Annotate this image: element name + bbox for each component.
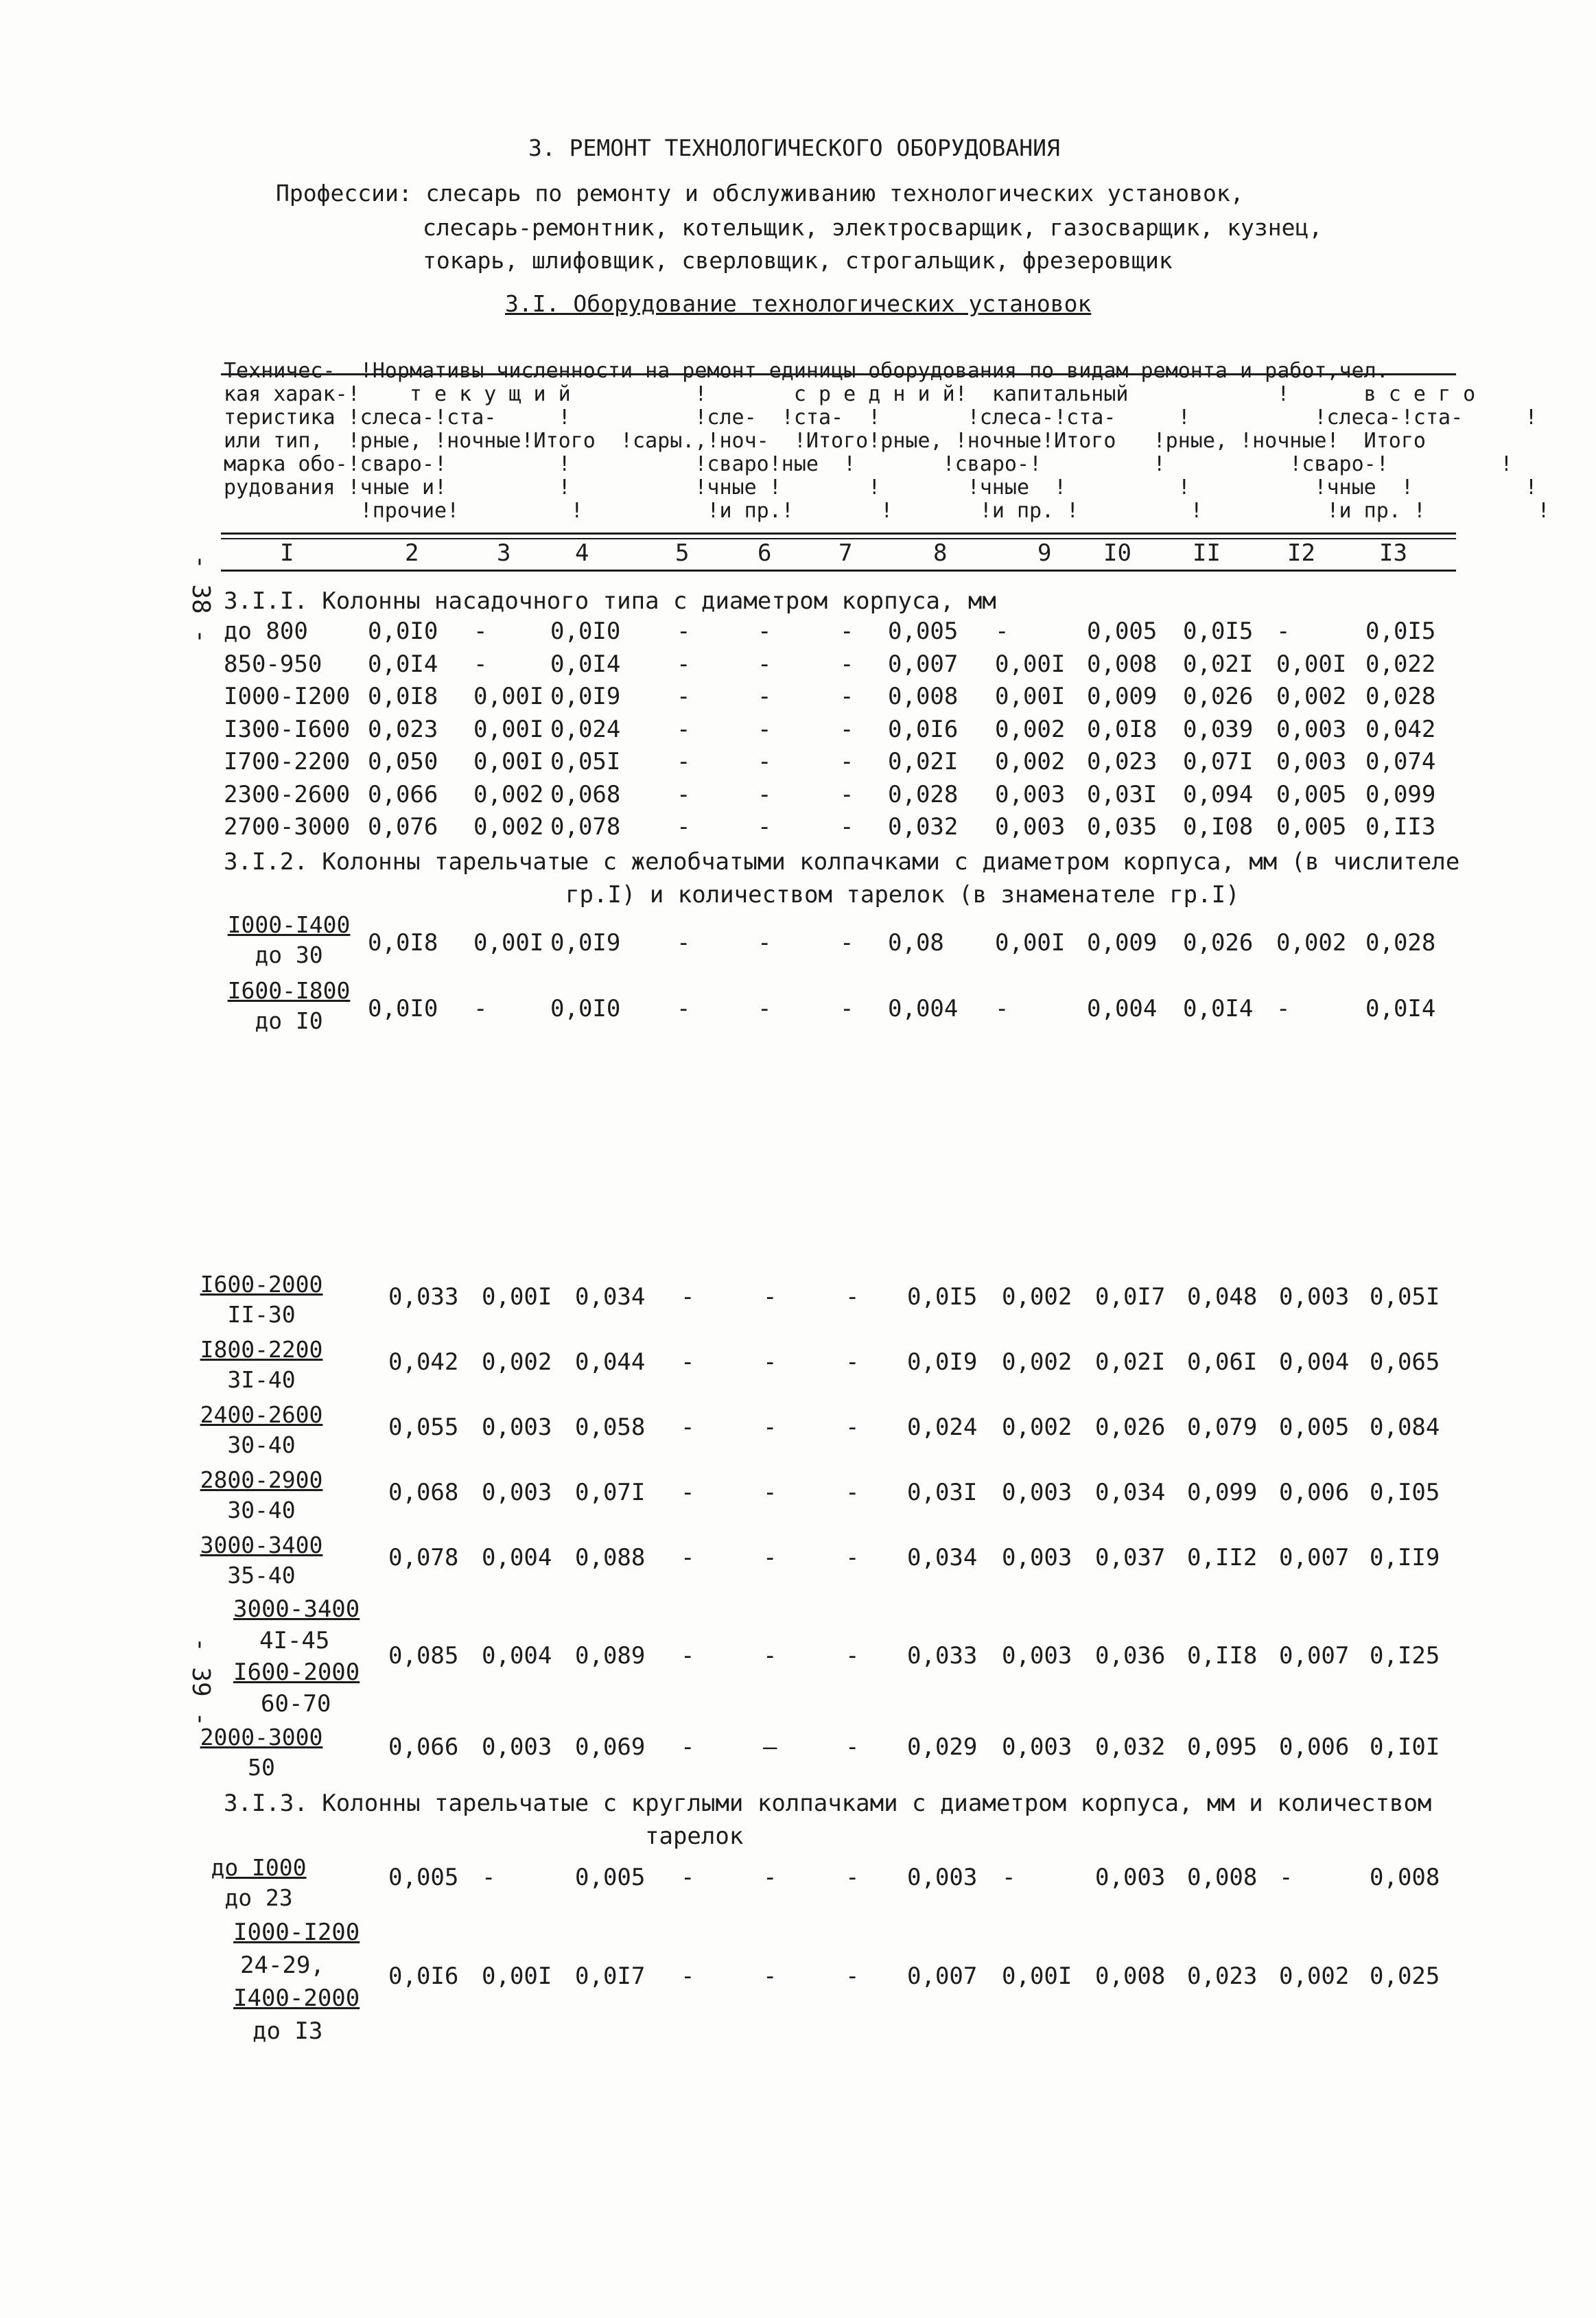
row-label: 2700-3000 bbox=[224, 813, 351, 841]
fraction-denominator: до 30 bbox=[255, 941, 323, 968]
table-cell: 0,044 bbox=[575, 1348, 646, 1376]
table-cell: - bbox=[845, 1544, 860, 1571]
row-label: I000-I200 bbox=[224, 683, 351, 710]
table-cell: 0,002 bbox=[1276, 929, 1347, 957]
table-cell: 0,094 bbox=[1183, 780, 1254, 808]
row-label-fraction bbox=[196, 1722, 327, 1783]
table-cell: - bbox=[758, 715, 772, 743]
table-cell: 0,0I6 bbox=[888, 715, 959, 743]
row-label-den-2: до I3 bbox=[253, 2017, 323, 2045]
table-cell: 0,003 bbox=[1276, 715, 1347, 743]
fraction-numerator: 2000-3000 bbox=[200, 1724, 323, 1751]
table-cell: 0,II2 bbox=[1187, 1544, 1258, 1571]
fraction-denominator: 50 bbox=[248, 1754, 275, 1781]
table-cell: 0,003 bbox=[1002, 1479, 1072, 1506]
table-cell: - bbox=[758, 995, 772, 1022]
table-cell: 0,050 bbox=[368, 748, 438, 775]
table-cell: 0,048 bbox=[1187, 1283, 1258, 1311]
table-cell: 0,078 bbox=[388, 1544, 459, 1571]
table-cell: 0,00I bbox=[482, 1963, 552, 1990]
table-cell: 0,025 bbox=[1370, 1963, 1440, 1990]
header-row-1: Техничес- !Нормативы численности на ремонт единицы оборудования по видам ремонта и работ,чел. bbox=[224, 359, 1389, 383]
table-cell: 0,089 bbox=[575, 1642, 646, 1670]
table-cell: 0,034 bbox=[575, 1283, 646, 1311]
table-cell: 0,003 bbox=[1002, 1544, 1072, 1571]
row-label-fraction bbox=[224, 910, 354, 970]
table-cell: - bbox=[763, 1348, 777, 1376]
header-row-2: кая харак-! т е к у щ и й ! с р е д н и й! капитальный ! в с е г о bbox=[224, 382, 1476, 406]
table-cell: - bbox=[681, 1963, 695, 1990]
table-cell: - bbox=[681, 1414, 695, 1441]
table-cell: - bbox=[482, 1864, 496, 1891]
table-cell: - bbox=[677, 715, 691, 743]
table-cell: 0,023 bbox=[368, 715, 438, 743]
table-cell: 0,00I bbox=[473, 715, 544, 743]
table-cell: - bbox=[681, 1283, 695, 1311]
table-cell: 0,00I bbox=[995, 683, 1066, 710]
table-cell: 0,066 bbox=[368, 780, 438, 808]
table-cell: 0,00I bbox=[482, 1283, 552, 1311]
table-cell: 0,026 bbox=[1183, 929, 1254, 957]
table-cell: - bbox=[677, 929, 691, 957]
table-cell: - bbox=[845, 1479, 860, 1506]
section-3-1-1-title: 3.I.I. Колонны насадочного типа с диаметром корпуса, мм bbox=[224, 587, 996, 615]
table-cell: 0,055 bbox=[388, 1414, 459, 1441]
table-cell: - bbox=[473, 995, 488, 1022]
table-cell: 0,037 bbox=[1095, 1544, 1166, 1571]
table-cell: 0,00I bbox=[1002, 1963, 1072, 1990]
table-cell: 0,00I bbox=[473, 929, 544, 957]
table-cell: 0,003 bbox=[995, 780, 1066, 808]
header-row-5: марка обо-!сваро-! ! !сваро!ные ! !сваро-! ! !сваро-! ! bbox=[224, 452, 1513, 476]
table-cell: 0,028 bbox=[1365, 929, 1436, 957]
table-cell: 0,0I9 bbox=[550, 929, 621, 957]
fraction-numerator: I800-2200 bbox=[200, 1336, 323, 1363]
table-cell: 0,002 bbox=[995, 748, 1066, 775]
table-cell: 0,002 bbox=[1002, 1283, 1072, 1311]
table-cell: - bbox=[677, 683, 691, 710]
table-cell: - bbox=[845, 1642, 860, 1670]
table-cell: - bbox=[763, 1479, 777, 1506]
table-cell: 0,0I7 bbox=[575, 1963, 646, 1990]
row-label: 850-950 bbox=[224, 650, 322, 678]
column-number: 5 bbox=[675, 539, 690, 567]
header-mid-rule bbox=[221, 532, 1456, 535]
table-cell: 0,095 bbox=[1187, 1733, 1258, 1761]
table-cell: - bbox=[681, 1733, 695, 1761]
table-cell: - bbox=[995, 995, 1009, 1022]
table-cell: 0,02I bbox=[888, 748, 959, 775]
table-cell: 0,0I5 bbox=[907, 1283, 978, 1311]
row-label-fraction bbox=[196, 1400, 327, 1460]
table-cell: 0,06I bbox=[1187, 1348, 1258, 1376]
column-number: 2 bbox=[405, 539, 419, 567]
table-cell: 0,009 bbox=[1087, 929, 1158, 957]
table-cell: 0,003 bbox=[907, 1864, 978, 1891]
table-cell: 0,074 bbox=[1365, 748, 1436, 775]
row-label-den-2: 60-70 bbox=[261, 1690, 331, 1718]
row-label-num-2: I600-2000 bbox=[233, 1659, 360, 1686]
table-cell: - bbox=[763, 1544, 777, 1571]
table-cell: 0,002 bbox=[473, 780, 544, 808]
header-row-6: рудования !чные и! ! !чные ! ! !чные ! ! !чные ! ! bbox=[224, 476, 1538, 500]
table-cell: 0,002 bbox=[1002, 1414, 1072, 1441]
table-cell: 0,023 bbox=[1087, 748, 1158, 775]
table-cell: 0,005 bbox=[1087, 618, 1158, 645]
table-cell: - bbox=[681, 1348, 695, 1376]
fraction-denominator: 30-40 bbox=[227, 1431, 296, 1458]
table-cell: 0,0I9 bbox=[550, 683, 621, 710]
table-cell: - bbox=[473, 618, 488, 645]
section-3-1-2-title-line-2: гр.I) и количеством тарелок (в знаменателе гр.I) bbox=[565, 881, 1240, 909]
table-cell: 0,0I0 bbox=[368, 618, 438, 645]
section-3-1-2-title-line-1: 3.I.2. Колонны тарельчатые с желобчатыми колпачками с диаметром корпуса, мм (в числителе bbox=[224, 848, 1460, 876]
table-cell: 0,079 bbox=[1187, 1414, 1258, 1441]
table-cell: - bbox=[681, 1479, 695, 1506]
table-cell: 0,007 bbox=[907, 1963, 978, 1990]
table-cell: - bbox=[758, 618, 772, 645]
section-title: 3.I. Оборудование технологических установок bbox=[505, 290, 1092, 317]
table-cell: 0,005 bbox=[888, 618, 959, 645]
table-cell: 0,00I bbox=[995, 929, 1066, 957]
table-cell: 0,099 bbox=[1365, 780, 1436, 808]
table-cell: 0,00I bbox=[995, 650, 1066, 678]
section-3-1-3-title-line-1: 3.I.3. Колонны тарельчатые с круглыми колпачками с диаметром корпуса, мм и количеством bbox=[224, 1790, 1432, 1817]
table-cell: - bbox=[840, 683, 854, 710]
table-cell: 0,0I5 bbox=[1365, 618, 1436, 645]
table-cell: 0,02I bbox=[1183, 650, 1254, 678]
table-cell: 0,023 bbox=[1187, 1963, 1258, 1990]
table-cell: 0,068 bbox=[550, 780, 621, 808]
professions-line-1: Профессии: слесарь по ремонту и обслуживанию технологических установок, bbox=[276, 180, 1244, 207]
table-cell: - bbox=[845, 1864, 860, 1891]
table-cell: - bbox=[840, 650, 854, 678]
table-cell: 0,005 bbox=[575, 1864, 646, 1891]
professions-line-2: слесарь-ремонтник, котельщик, электросварщик, газосварщик, кузнец, bbox=[423, 214, 1323, 241]
column-number: II bbox=[1193, 539, 1221, 567]
table-cell: 0,002 bbox=[1279, 1963, 1350, 1990]
column-number: 9 bbox=[1037, 539, 1052, 567]
table-cell: 0,007 bbox=[1279, 1544, 1350, 1571]
table-cell: 0,I0I bbox=[1370, 1733, 1440, 1761]
table-cell: 0,003 bbox=[1002, 1642, 1072, 1670]
table-cell: 0,036 bbox=[1095, 1642, 1166, 1670]
table-cell: 0,00I bbox=[1276, 650, 1347, 678]
table-cell: 0,005 bbox=[388, 1864, 459, 1891]
header-bottom-rule bbox=[221, 570, 1456, 572]
fraction-numerator: 3000-3400 bbox=[200, 1532, 323, 1558]
table-cell: 0,II3 bbox=[1365, 813, 1436, 841]
table-cell: 0,II8 bbox=[1187, 1642, 1258, 1670]
table-cell: - bbox=[840, 929, 854, 957]
column-number: 8 bbox=[933, 539, 948, 567]
table-cell: 0,066 bbox=[388, 1733, 459, 1761]
table-cell: 0,03I bbox=[1087, 780, 1158, 808]
table-cell: 0,078 bbox=[550, 813, 621, 841]
table-cell: - bbox=[995, 618, 1009, 645]
table-cell: 0,068 bbox=[388, 1479, 459, 1506]
row-label: 2300-2600 bbox=[224, 780, 351, 808]
table-cell: - bbox=[845, 1963, 860, 1990]
table-cell: 0,028 bbox=[888, 780, 959, 808]
table-cell: 0,039 bbox=[1183, 715, 1254, 743]
table-cell: 0,065 bbox=[1370, 1348, 1440, 1376]
table-cell: 0,008 bbox=[1087, 650, 1158, 678]
column-number: I3 bbox=[1379, 539, 1407, 567]
table-cell: 0,003 bbox=[995, 813, 1066, 841]
table-cell: 0,084 bbox=[1370, 1414, 1440, 1441]
table-cell: 0,042 bbox=[1365, 715, 1436, 743]
fraction-denominator: 35-40 bbox=[227, 1562, 296, 1589]
table-cell: 0,07I bbox=[575, 1479, 646, 1506]
professions-line-3: токарь, шлифовщик, сверловщик, строгальщик, фрезеровщик bbox=[423, 247, 1173, 274]
table-cell: - bbox=[758, 683, 772, 710]
row-label-num-1: I000-I200 bbox=[233, 1919, 360, 1946]
table-cell: 0,02I bbox=[1095, 1348, 1166, 1376]
table-cell: 0,003 bbox=[1279, 1283, 1350, 1311]
table-cell: - bbox=[840, 813, 854, 841]
table-cell: 0,003 bbox=[482, 1479, 552, 1506]
table-cell: - bbox=[677, 813, 691, 841]
table-cell: 0,008 bbox=[888, 683, 959, 710]
fraction-numerator: 2400-2600 bbox=[200, 1401, 323, 1428]
table-cell: - bbox=[677, 650, 691, 678]
table-cell: - bbox=[1276, 618, 1291, 645]
table-cell: 0,004 bbox=[1279, 1348, 1350, 1376]
fraction-numerator: 2800-2900 bbox=[200, 1466, 323, 1493]
table-cell: 0,0I8 bbox=[1087, 715, 1158, 743]
table-cell: 0,00I bbox=[473, 683, 544, 710]
column-number: I0 bbox=[1103, 539, 1131, 567]
table-cell: 0,0I5 bbox=[1183, 618, 1254, 645]
table-cell: 0,005 bbox=[1276, 780, 1347, 808]
table-cell: - bbox=[758, 929, 772, 957]
header-row-4: или тип, !рные, !ночные!Итого !сары.,!ноч- !Итого!рные, !ночные!Итого !рные, !ночные! Итого bbox=[224, 429, 1426, 453]
section-3-1-3-title-line-2: тарелок bbox=[645, 1823, 744, 1850]
table-cell: - bbox=[758, 748, 772, 775]
table-cell: - bbox=[677, 618, 691, 645]
row-label: I700-2200 bbox=[224, 748, 351, 775]
table-cell: 0,0I4 bbox=[1365, 995, 1436, 1022]
table-cell: - bbox=[677, 748, 691, 775]
table-cell: - bbox=[758, 813, 772, 841]
document-title: 3. РЕМОНТ ТЕХНОЛОГИЧЕСКОГО ОБОРУДОВАНИЯ bbox=[528, 134, 1060, 161]
table-cell: - bbox=[681, 1642, 695, 1670]
table-cell: - bbox=[1002, 1864, 1016, 1891]
table-cell: 0,022 bbox=[1365, 650, 1436, 678]
table-cell: 0,002 bbox=[1276, 683, 1347, 710]
fraction-numerator: до I000 bbox=[211, 1854, 307, 1881]
row-label-den-1: 4I-45 bbox=[259, 1627, 330, 1654]
table-cell: 0,024 bbox=[550, 715, 621, 743]
table-cell: 0,0I4 bbox=[1183, 995, 1254, 1022]
table-cell: 0,03I bbox=[907, 1479, 978, 1506]
table-cell: - bbox=[840, 780, 854, 808]
table-cell: 0,07I bbox=[1183, 748, 1254, 775]
table-cell: 0,05I bbox=[1370, 1283, 1440, 1311]
table-cell: 0,004 bbox=[888, 995, 959, 1022]
table-cell: — bbox=[763, 1733, 777, 1761]
table-cell: - bbox=[677, 995, 691, 1022]
table-cell: 0,076 bbox=[368, 813, 438, 841]
table-cell: 0,0I0 bbox=[550, 618, 621, 645]
table-cell: 0,002 bbox=[1002, 1348, 1072, 1376]
table-cell: 0,003 bbox=[482, 1733, 552, 1761]
table-cell: - bbox=[677, 780, 691, 808]
table-cell: 0,003 bbox=[1095, 1864, 1166, 1891]
table-cell: - bbox=[763, 1283, 777, 1311]
table-cell: 0,0I4 bbox=[368, 650, 438, 678]
table-cell: 0,034 bbox=[1095, 1479, 1166, 1506]
table-cell: - bbox=[845, 1283, 860, 1311]
table-cell: 0,0I0 bbox=[368, 995, 438, 1022]
table-cell: - bbox=[758, 650, 772, 678]
column-number: 6 bbox=[758, 539, 772, 567]
row-label-fraction bbox=[196, 1335, 327, 1395]
table-cell: 0,032 bbox=[1095, 1733, 1166, 1761]
row-label-fraction bbox=[196, 1530, 327, 1591]
table-cell: 0,0I7 bbox=[1095, 1283, 1166, 1311]
header-row-3: теристика !слеса-!ста- ! !сле- !ста- ! !слеса-!ста- ! !слеса-!ста- ! bbox=[224, 406, 1538, 430]
fraction-denominator: 3I-40 bbox=[227, 1366, 296, 1393]
row-label-fraction bbox=[224, 976, 354, 1036]
margin-page-number-38: - 38 - bbox=[187, 554, 215, 644]
row-label: I300-I600 bbox=[224, 715, 351, 743]
fraction-numerator: I000-I400 bbox=[227, 911, 351, 938]
fraction-numerator: I600-I800 bbox=[227, 977, 351, 1004]
row-label-fraction bbox=[193, 1853, 324, 1913]
row-label-num-2: I400-2000 bbox=[233, 1985, 360, 2012]
table-cell: 0,008 bbox=[1095, 1963, 1166, 1990]
table-cell: 0,006 bbox=[1279, 1733, 1350, 1761]
table-cell: - bbox=[681, 1864, 695, 1891]
table-cell: 0,003 bbox=[482, 1414, 552, 1441]
table-cell: 0,004 bbox=[1087, 995, 1158, 1022]
table-cell: - bbox=[845, 1733, 860, 1761]
table-cell: 0,0I6 bbox=[388, 1963, 459, 1990]
table-cell: 0,034 bbox=[907, 1544, 978, 1571]
table-cell: 0,032 bbox=[888, 813, 959, 841]
table-cell: 0,008 bbox=[1370, 1864, 1440, 1891]
table-cell: 0,026 bbox=[1183, 683, 1254, 710]
table-cell: 0,I05 bbox=[1370, 1479, 1440, 1506]
table-cell: 0,026 bbox=[1095, 1414, 1166, 1441]
table-cell: - bbox=[1276, 995, 1291, 1022]
table-cell: 0,006 bbox=[1279, 1479, 1350, 1506]
table-cell: - bbox=[840, 748, 854, 775]
table-cell: - bbox=[763, 1864, 777, 1891]
table-cell: - bbox=[758, 780, 772, 808]
table-cell: 0,I25 bbox=[1370, 1642, 1440, 1670]
table-cell: 0,005 bbox=[1279, 1414, 1350, 1441]
row-label-den-1: 24-29, bbox=[240, 1952, 325, 1979]
table-cell: - bbox=[763, 1414, 777, 1441]
header-row-7: !прочие! ! !и пр.! ! !и пр. ! ! !и пр. ! ! bbox=[224, 499, 1550, 523]
table-cell: 0,058 bbox=[575, 1414, 646, 1441]
row-label-num-1: 3000-3400 bbox=[233, 1595, 360, 1623]
row-label: до 800 bbox=[224, 618, 308, 645]
table-cell: 0,007 bbox=[1279, 1642, 1350, 1670]
table-cell: 0,004 bbox=[482, 1544, 552, 1571]
table-cell: 0,005 bbox=[1276, 813, 1347, 841]
table-cell: 0,0I4 bbox=[550, 650, 621, 678]
table-cell: - bbox=[473, 650, 488, 678]
table-cell: 0,004 bbox=[482, 1642, 552, 1670]
column-number: I bbox=[280, 539, 294, 567]
column-number: 4 bbox=[575, 539, 589, 567]
table-cell: 0,002 bbox=[473, 813, 544, 841]
table-cell: 0,035 bbox=[1087, 813, 1158, 841]
table-cell: - bbox=[845, 1414, 860, 1441]
table-cell: 0,033 bbox=[388, 1283, 459, 1311]
table-cell: - bbox=[840, 618, 854, 645]
fraction-denominator: 30-40 bbox=[227, 1497, 296, 1523]
table-cell: 0,I08 bbox=[1183, 813, 1254, 841]
table-cell: - bbox=[763, 1642, 777, 1670]
table-cell: 0,099 bbox=[1187, 1479, 1258, 1506]
table-cell: 0,003 bbox=[1276, 748, 1347, 775]
table-cell: - bbox=[845, 1348, 860, 1376]
table-cell: 0,II9 bbox=[1370, 1544, 1440, 1571]
table-cell: 0,029 bbox=[907, 1733, 978, 1761]
table-cell: 0,085 bbox=[388, 1642, 459, 1670]
table-cell: 0,033 bbox=[907, 1642, 978, 1670]
fraction-denominator: до 23 bbox=[224, 1884, 293, 1911]
table-cell: 0,003 bbox=[1002, 1733, 1072, 1761]
table-cell: 0,028 bbox=[1365, 683, 1436, 710]
row-label-fraction bbox=[196, 1465, 327, 1525]
table-cell: 0,008 bbox=[1187, 1864, 1258, 1891]
table-cell: 0,00I bbox=[473, 748, 544, 775]
table-cell: 0,069 bbox=[575, 1733, 646, 1761]
table-cell: - bbox=[840, 995, 854, 1022]
column-number: 7 bbox=[838, 539, 853, 567]
fraction-denominator: II-30 bbox=[227, 1301, 296, 1328]
table-cell: 0,05I bbox=[550, 748, 621, 775]
table-cell: 0,088 bbox=[575, 1544, 646, 1571]
table-cell: 0,042 bbox=[388, 1348, 459, 1376]
fraction-denominator: до I0 bbox=[255, 1007, 323, 1034]
column-number: 3 bbox=[497, 539, 511, 567]
table-cell: 0,0I8 bbox=[368, 929, 438, 957]
table-cell: 0,007 bbox=[888, 650, 959, 678]
table-cell: 0,0I0 bbox=[550, 995, 621, 1022]
margin-page-number-39: - 39 - bbox=[187, 1637, 215, 1727]
table-cell: 0,009 bbox=[1087, 683, 1158, 710]
table-cell: 0,002 bbox=[995, 715, 1066, 743]
table-cell: - bbox=[1279, 1864, 1293, 1891]
fraction-numerator: I600-2000 bbox=[200, 1271, 323, 1298]
table-cell: 0,024 bbox=[907, 1414, 978, 1441]
row-label-fraction bbox=[196, 1269, 327, 1330]
table-cell: - bbox=[763, 1963, 777, 1990]
column-number: I2 bbox=[1287, 539, 1315, 567]
table-cell: 0,08 bbox=[888, 929, 944, 957]
table-cell: 0,002 bbox=[482, 1348, 552, 1376]
table-cell: 0,0I9 bbox=[907, 1348, 978, 1376]
table-cell: - bbox=[840, 715, 854, 743]
table-cell: 0,0I8 bbox=[368, 683, 438, 710]
table-cell: - bbox=[681, 1544, 695, 1571]
